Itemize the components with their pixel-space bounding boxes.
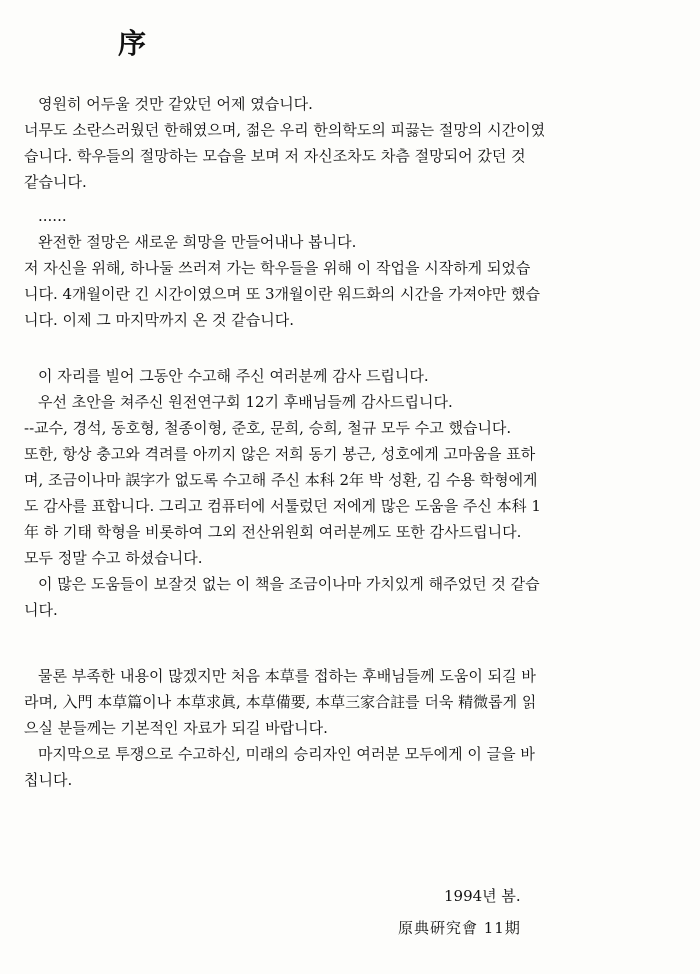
text-line: 저 자신을 위해, 하나둘 쓰러져 가는 학우들을 위해 이 작업을 시작하게 되었습 [24, 259, 531, 277]
text-line: 니다. 이제 그 마지막까지 온 것 같습니다. [24, 311, 294, 329]
text-line: 마지막으로 투쟁으로 수고하신, 미래의 승리자인 여러분 모두에게 이 글을 바 [38, 745, 535, 763]
text-line: 영원히 어두울 것만 같았던 어제 였습니다. [38, 95, 313, 113]
text-line: 라며, 入門 本草篇이나 本草求眞, 本草備要, 本草三家合註를 더욱 精微롭게 읽 [24, 693, 537, 711]
page-title: 序 [118, 27, 149, 60]
text-line: 으실 분들께는 기본적인 자료가 되길 바랍니다. [24, 719, 328, 737]
signature-date: 1994년 봄. [444, 887, 521, 905]
text-line: 같습니다. [24, 173, 87, 191]
signature-author: 原典硏究會 11期 [398, 919, 521, 937]
text-line: 칩니다. [24, 771, 73, 789]
text-line: 또한, 항상 충고와 격려를 아끼지 않은 저희 동기 봉근, 성호에게 고마움을 표하 [24, 445, 536, 463]
text-line: 며, 조금이나마 誤字가 없도록 수고해 주신 本科 2年 박 성환, 김 수용 학형에게 [24, 471, 538, 489]
text-line: 우선 초안을 쳐주신 원전연구회 12기 후배님들께 감사드립니다. [38, 393, 453, 411]
text-line: 도 감사를 표합니다. 그리고 컴퓨터에 서툴렀던 저에게 많은 도움을 주신 本科 1 [24, 497, 541, 515]
text-line: 물론 부족한 내용이 많겠지만 처음 本草를 접하는 후배님들께 도움이 되길 바 [38, 667, 536, 685]
text-line: 이 많은 도움들이 보잘것 없는 이 책을 조금이나마 가치있게 해주었던 것 같습 [38, 575, 540, 593]
text-line: 너무도 소란스러웠던 한해였으며, 젊은 우리 한의학도의 피끓는 절망의 시간이였 [24, 121, 546, 139]
text-line: 年 하 기태 학형을 비롯하여 그외 전산위원회 여러분께도 또한 감사드립니다. [24, 523, 522, 541]
text-line: 니다. [24, 601, 58, 619]
text-line: 완전한 절망은 새로운 희망을 만들어내나 봅니다. [38, 233, 357, 251]
text-line: ...... [38, 207, 67, 225]
text-line: 이 자리를 빌어 그동안 수고해 주신 여러분께 감사 드립니다. [38, 367, 429, 385]
text-line: 니다. 4개월이란 긴 시간이였으며 또 3개월이란 워드화의 시간을 가져야만 했습 [24, 285, 540, 303]
text-line: --교수, 경석, 동호형, 철종이형, 준호, 문희, 승희, 철규 모두 수고 했습니다. [24, 419, 512, 437]
text-line: 모두 정말 수고 하셨습니다. [24, 549, 203, 567]
text-line: 습니다. 학우들의 절망하는 모습을 보며 저 자신조차도 차츰 절망되어 갔던 것 [24, 147, 526, 165]
